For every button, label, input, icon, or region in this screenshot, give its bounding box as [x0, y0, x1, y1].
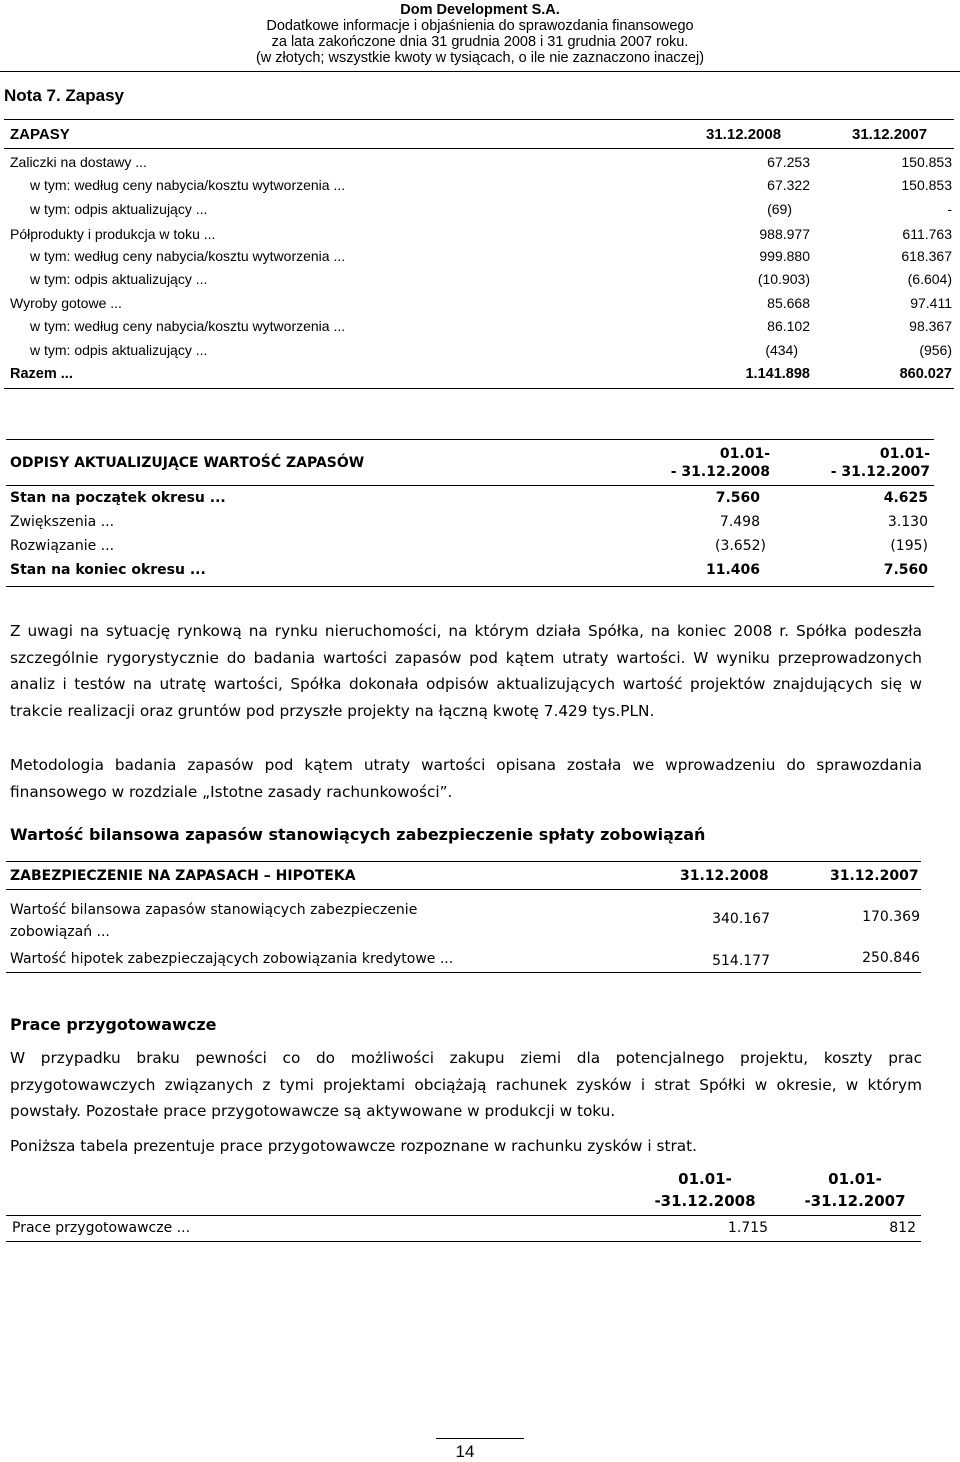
prep-heading: Prace przygotowawcze	[10, 1015, 217, 1034]
value-2007: 4.625	[883, 490, 928, 506]
total-2007: 860.027	[899, 366, 952, 382]
total-2008: 1.141.898	[745, 366, 810, 382]
value-2007: 618.367	[901, 248, 952, 264]
value-2007: -	[947, 201, 952, 217]
collateral-title: ZABEZPIECZENIE NA ZAPASACH – HIPOTEKA	[10, 868, 356, 884]
value-2007: (6.604)	[907, 271, 952, 287]
collateral-heading: Wartość bilansowa zapasów stanowiących zabezpieczenie spłaty zobowiązań	[10, 825, 706, 844]
prep-table-intro: Poniższa tabela prezentuje prace przygotowawcze rozpoznane w rachunku zysków i strat.	[10, 1137, 697, 1155]
value-2008: 86.102	[767, 318, 810, 334]
value-2007: (195)	[890, 538, 928, 554]
value-2008: 988.977	[759, 226, 810, 242]
row-label: w tym: odpis aktualizujący ...	[30, 201, 208, 217]
collateral-row-1-label	[10, 899, 417, 943]
row-label: w tym: według ceny nabycia/kosztu wytworzenia ...	[30, 248, 346, 264]
value-2007: 7.560	[883, 562, 928, 578]
row-label: Zwiększenia ...	[10, 514, 115, 530]
row-label: Stan na początek okresu ...	[10, 490, 226, 506]
writedowns-bottom-rule	[6, 586, 934, 587]
collateral-row-2-2008: 514.177	[712, 953, 770, 969]
value-2008: 7.498	[719, 514, 760, 530]
collateral-top-rule	[6, 861, 921, 862]
writedowns-title: ODPISY AKTUALIZUJĄCE WARTOŚĆ ZAPASÓW	[10, 455, 365, 471]
collateral-row-2-2007: 250.846	[862, 950, 920, 966]
value-2007: 98.367	[909, 318, 952, 334]
inventory-top-rule	[4, 119, 954, 120]
table-row	[0, 177, 960, 201]
row-label: w tym: odpis aktualizujący ...	[30, 342, 208, 358]
collateral-row-1-line2: zobowiązań ...	[10, 924, 110, 940]
prep-col-2008-line2: -31.12.2008	[654, 1192, 756, 1210]
value-2008: (3.652)	[714, 538, 766, 554]
writedowns-col-2008-line1: 01.01-	[719, 446, 770, 462]
row-label: w tym: według ceny nabycia/kosztu wytworzenia ...	[30, 177, 346, 193]
collateral-col-2008: 31.12.2008	[680, 868, 769, 884]
writedowns-col-2008-line2: - 31.12.2008	[670, 464, 770, 480]
writedowns-col-2007-line2: - 31.12.2007	[830, 464, 930, 480]
collateral-header-rule	[6, 889, 921, 890]
row-label: Wyroby gotowe ...	[10, 295, 122, 311]
header-line-1: Dodatkowe informacje i objaśnienia do sprawozdania finansowego	[266, 18, 694, 34]
value-2008: 67.253	[767, 154, 810, 170]
row-label: Rozwiązanie ...	[10, 538, 115, 554]
row-label: Półprodukty i produkcja w toku ...	[10, 226, 216, 242]
writedowns-header-rule	[6, 485, 934, 486]
impairment-paragraph: Z uwagi na sytuację rynkową na rynku nieruchomości, na którym działa Spółka, na koniec 2008 r. Spółka podeszła szczególnie rygorystycznie do badania wartości zapasów pod kątem utraty wartości. W wyniku przeprowadzonych analiz i testów na utratę wartości, Spółka dokonała odpisów aktualizujących wartość projektów znajdujących się w trakcie realizacji oraz gruntów pod przyszłe projekty na łączną kwotę 7.429 tys.PLN.	[10, 622, 922, 720]
value-2007: 97.411	[910, 295, 952, 311]
prep-paragraph: W przypadku braku pewności co do możliwości zakupu ziemi dla potencjalnego projektu, koszty prac przygotowawczych związanych z tymi projektami obciążają rachunek zysków i strat Spółki w okresie, w którym powstały. Pozostałe prace przygotowawcze są aktywowane w produkcji w toku.	[10, 1049, 922, 1120]
collateral-col-2007: 31.12.2007	[830, 868, 919, 884]
header-line-2: za lata zakończone dnia 31 grudnia 2008 i 31 grudnia 2007 roku.	[271, 34, 689, 50]
table-row	[0, 248, 960, 272]
table-row	[0, 514, 960, 538]
prep-row-label: Prace przygotowawcze ...	[12, 1220, 191, 1236]
table-row	[0, 201, 960, 225]
collateral-bottom-rule	[6, 972, 921, 973]
inventory-col-2008: 31.12.2008	[706, 126, 782, 143]
collateral-row-1-2008: 340.167	[712, 911, 770, 927]
header-rule	[0, 71, 960, 72]
inventory-title: ZAPASY	[10, 126, 70, 143]
value-2007: 611.763	[902, 226, 952, 242]
table-row	[0, 271, 960, 295]
value-2008: 999.880	[759, 248, 810, 264]
page-number-rule	[436, 1438, 524, 1439]
value-2008: (434)	[765, 342, 798, 358]
table-row	[0, 490, 960, 514]
collateral-row-1-line1: Wartość bilansowa zapasów stanowiących zabezpieczenie	[10, 902, 418, 918]
prep-bottom-rule	[6, 1241, 921, 1242]
table-row	[0, 295, 960, 319]
value-2008: 67.322	[767, 177, 810, 193]
table-row	[0, 318, 960, 342]
inventory-bottom-rule	[4, 388, 954, 389]
value-2008: 7.560	[715, 490, 760, 506]
value-2008: (69)	[767, 201, 792, 217]
collateral-row-2-label: Wartość hipotek zabezpieczających zobowiązania kredytowe ...	[10, 951, 454, 967]
company-name: Dom Development S.A.	[400, 2, 560, 18]
value-2008: 11.406	[705, 562, 760, 578]
methodology-paragraph: Metodologia badania zapasów pod kątem utraty wartości opisana została we wprowadzeniu do sprawozdania finansowego w rozdziale „Istotne zasady rachunkowości”.	[10, 756, 922, 801]
prep-col-2007-line1: 01.01-	[828, 1170, 882, 1188]
prep-col-2008-line1: 01.01-	[678, 1170, 732, 1188]
table-row	[0, 562, 960, 586]
table-row	[0, 226, 960, 250]
collateral-row-1-2007: 170.369	[862, 909, 920, 925]
value-2007: 150.853	[901, 154, 952, 170]
prep-row-2008: 1.715	[727, 1220, 768, 1236]
inventory-total-row	[0, 366, 960, 390]
row-label: Stan na koniec okresu ...	[10, 562, 206, 578]
value-2007: (956)	[919, 342, 952, 358]
prep-header-rule	[6, 1215, 921, 1216]
total-label: Razem ...	[10, 366, 73, 382]
table-row	[0, 342, 960, 366]
row-label: w tym: odpis aktualizujący ...	[30, 271, 208, 287]
value-2008: 85.668	[767, 295, 810, 311]
table-row	[0, 154, 960, 178]
row-label: w tym: według ceny nabycia/kosztu wytworzenia ...	[30, 318, 346, 334]
prep-row-2007: 812	[889, 1220, 916, 1236]
prep-col-2007-line2: -31.12.2007	[804, 1192, 906, 1210]
writedowns-top-rule	[6, 439, 934, 440]
page-number: 14	[455, 1442, 475, 1461]
row-label: Zaliczki na dostawy ...	[10, 154, 147, 170]
note-title: Nota 7. Zapasy	[4, 86, 124, 105]
value-2008: (10.903)	[757, 271, 810, 287]
value-2007: 3.130	[887, 514, 928, 530]
header-line-3: (w złotych; wszystkie kwoty w tysiącach, o ile nie zaznaczono inaczej)	[255, 50, 705, 66]
table-row	[0, 538, 960, 562]
value-2007: 150.853	[901, 177, 952, 193]
inventory-col-2007: 31.12.2007	[852, 126, 928, 143]
inventory-header-row	[0, 126, 960, 150]
writedowns-col-2007-line1: 01.01-	[879, 446, 930, 462]
inventory-header-rule	[4, 148, 954, 149]
